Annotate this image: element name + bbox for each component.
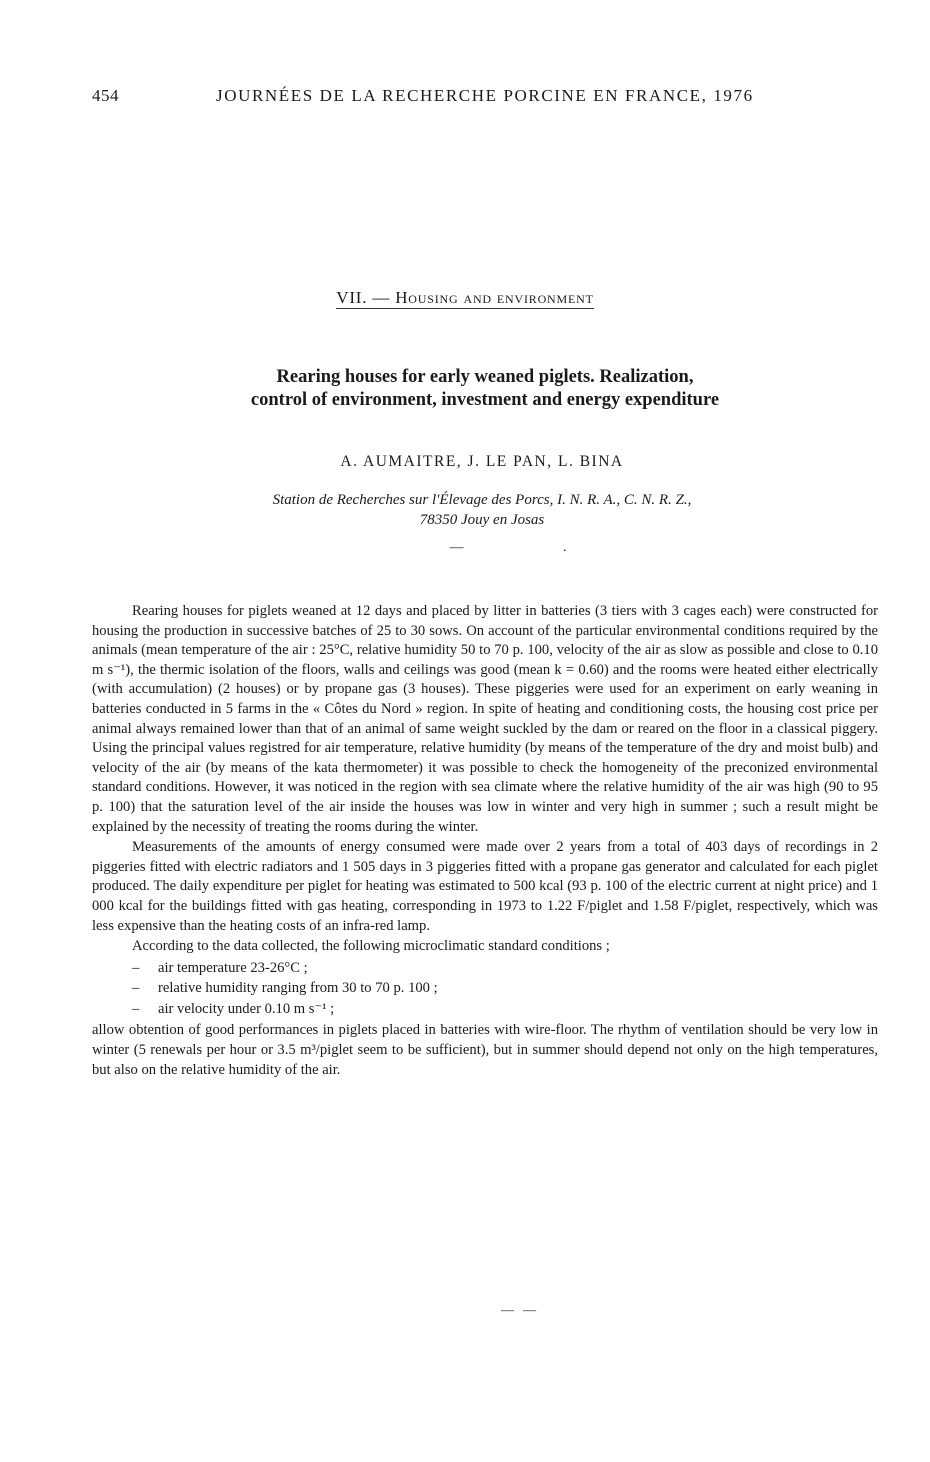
paragraph-1: Rearing houses for piglets weaned at 12 days and placed by litter in batteries (3 tiers with 3 cages each) were constructed for housing the production in successive batches of 25 to 30 sows. On account of the particular environmental conditions required by the animals (mean temperature of the air : 25°C, relative humidity 50 to 70 p. 100, velocity of the air as slow as possible and close to 0.10 m s⁻¹), the thermic isolation of the floors, walls and ceilings was good (mean k = 0.60) and the rooms were heated either electrically (with accumulation) (2 houses) or by propane gas (3 houses). These piggeries were used for an experiment on early weaning in batteries conducted in 5 farms in the « Côtes du Nord » region. In spite of heating and conditioning costs, the housing cost price per animal always remained lower than that of an animal of same weight suckled by the dam or reared on the floor in a classical piggery. Using the principal values registred for air temperature, relative humidity (by means of the temperature of the dry and moist bulb) and velocity of the air (by means of the kata thermometer) it was possible to check the homogeneity of the preconized environmental standard conditions. However, it was noticed in the region with sea climate where the relative humidity of the air was high (90 to 95 p. 100) that the saturation level of the air inside the houses was low in winter and very high in summer ; such a result might be explained by the necessity of treating the rooms during the winter. <box>92 603 878 835</box>
page-number: 454 <box>92 86 119 105</box>
authors: A. AUMAITRE, J. LE PAN, L. BINA <box>340 453 624 470</box>
article-title-line2: control of environment, investment and energy expenditure <box>250 390 720 410</box>
paragraph-4: allow obtention of good performances in piglets placed in batteries with wire-floor. The rhythm of ventilation should be very low in winter (5 renewals per hour or 3.5 m³/piglet seem to be sufficient), but in summer should depend not only on the high temperatures, but also on the relative humidity of the air. <box>92 1022 878 1078</box>
affiliation-line2: 78350 Jouy en Josas <box>419 512 545 528</box>
affiliation <box>0 490 930 530</box>
abstract-body <box>92 602 878 1080</box>
paragraph-3: According to the data collected, the following microclimatic standard conditions ; <box>132 938 610 955</box>
article-title-line1: Rearing houses for early weaned piglets. Realization, <box>276 367 694 387</box>
end-mark: — — <box>500 1302 540 1317</box>
conditions-list <box>132 959 878 1020</box>
list-item: – relative humidity ranging from 30 to 70 p. 100 ; <box>132 979 878 999</box>
paragraph-2: Measurements of the amounts of energy consumed were made over 2 years from a total of 403 days of recordings in 2 piggeries fitted with electric radiators and 1 505 days in 3 piggeries fitted with a propane gas generator and calculated for each piglet produced. The daily expenditure per piglet for heating was estimated to 500 kcal (93 p. 100 of the electric current at night price) and 1 000 kcal for the buildings fitted with gas heating, corresponding in 1973 to 1.22 F/piglet and 1.58 F/piglet, respectively, which was less expensive than the heating costs of an infra-red lamp. <box>92 839 878 934</box>
journal-title: JOURNÉES DE LA RECHERCHE PORCINE EN FRANCE, 1976 <box>216 86 754 105</box>
section-heading <box>0 288 930 308</box>
list-item: – air velocity under 0.10 m s⁻¹ ; <box>132 1000 878 1020</box>
list-item: – air temperature 23-26°C ; <box>132 959 878 979</box>
affiliation-line1: Station de Recherches sur l'Élevage des Porcs, I. N. R. A., C. N. R. Z., <box>272 492 692 508</box>
article-title <box>0 366 930 412</box>
separator: — . <box>449 540 615 555</box>
section-heading-text: VII. — Housing and environment <box>336 288 594 307</box>
